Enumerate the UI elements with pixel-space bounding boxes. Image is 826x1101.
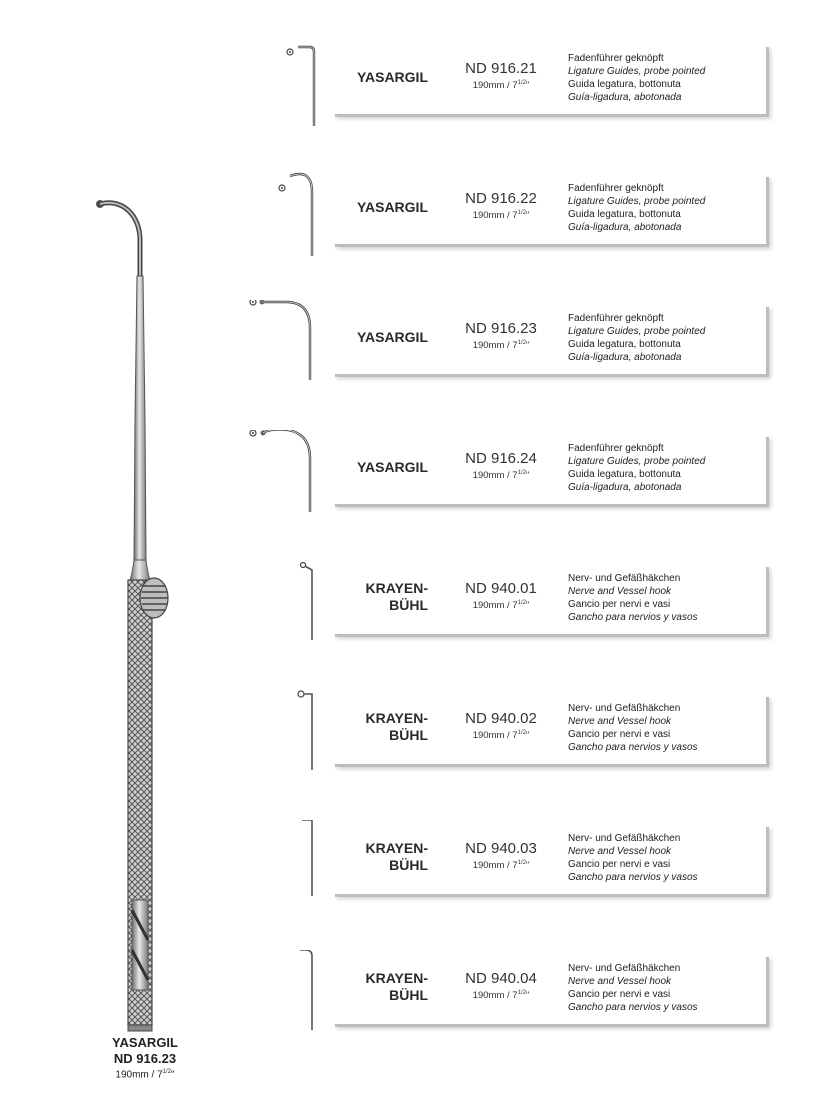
desc-english: Nerve and Vessel hook bbox=[568, 976, 672, 987]
desc-italian: Guida legatura, bottonuta bbox=[568, 469, 681, 480]
product-code: ND 940.04 bbox=[465, 970, 537, 987]
product-card bbox=[332, 694, 766, 764]
tip-illustration bbox=[240, 40, 330, 126]
desc-german: Nerv- und Gefäßhäkchen bbox=[568, 963, 681, 974]
desc-english: Nerve and Vessel hook bbox=[568, 846, 672, 857]
product-code-block bbox=[456, 320, 546, 351]
product-description bbox=[568, 182, 705, 234]
desc-spanish: Gancho para nervios y vasos bbox=[568, 742, 698, 753]
desc-english: Ligature Guides, probe pointed bbox=[568, 326, 706, 337]
desc-english: Ligature Guides, probe pointed bbox=[568, 196, 706, 207]
desc-german: Fadenführer geknöpft bbox=[568, 53, 664, 64]
product-row bbox=[240, 40, 800, 118]
desc-italian: Guida legatura, bottonuta bbox=[568, 209, 681, 220]
desc-english: Nerve and Vessel hook bbox=[568, 586, 672, 597]
caption-brand: YASARGIL bbox=[112, 1035, 178, 1050]
product-description bbox=[568, 702, 698, 754]
product-card bbox=[332, 954, 766, 1024]
product-brand: KRAYEN- BÜHL bbox=[365, 580, 428, 613]
product-size: $190mm / 7^{1/2}$" bbox=[472, 470, 530, 482]
desc-spanish: Guía-ligadura, abotonada bbox=[568, 482, 682, 493]
product-description bbox=[568, 312, 705, 364]
tip-illustration bbox=[240, 690, 330, 776]
desc-spanish: Guía-ligadura, abotonada bbox=[568, 352, 682, 363]
tip-illustration bbox=[240, 950, 330, 1036]
product-description bbox=[568, 572, 698, 624]
product-brand: KRAYEN- BÜHL bbox=[365, 710, 428, 743]
product-code-block bbox=[456, 60, 546, 91]
product-description bbox=[568, 442, 705, 494]
product-row bbox=[240, 300, 800, 378]
product-size: $190mm / 7^{1/2}$" bbox=[472, 730, 530, 742]
product-code: ND 916.23 bbox=[465, 320, 537, 337]
desc-german: Fadenführer geknöpft bbox=[568, 443, 664, 454]
product-row bbox=[240, 820, 800, 898]
product-card bbox=[332, 44, 766, 114]
product-size: $190mm / 7^{1/2}$" bbox=[472, 340, 530, 352]
tip-illustration bbox=[240, 170, 330, 256]
product-card bbox=[332, 304, 766, 374]
product-row bbox=[240, 560, 800, 638]
desc-english: Ligature Guides, probe pointed bbox=[568, 66, 706, 77]
product-card bbox=[332, 434, 766, 504]
desc-english: Nerve and Vessel hook bbox=[568, 716, 672, 727]
product-row bbox=[240, 170, 800, 248]
desc-italian: Gancio per nervi e vasi bbox=[568, 599, 671, 610]
tip-illustration bbox=[240, 560, 330, 646]
product-code-block bbox=[456, 450, 546, 481]
product-brand: YASARGIL bbox=[356, 69, 428, 85]
caption-code: ND 916.23 bbox=[113, 1051, 177, 1066]
desc-german: Nerv- und Gefäßhäkchen bbox=[568, 703, 681, 714]
desc-german: Nerv- und Gefäßhäkchen bbox=[568, 833, 681, 844]
product-size: $190mm / 7^{1/2}$" bbox=[472, 600, 530, 612]
product-row bbox=[240, 430, 800, 508]
desc-spanish: Gancho para nervios y vasos bbox=[568, 1002, 698, 1013]
product-code-block bbox=[456, 970, 546, 1001]
product-card bbox=[332, 564, 766, 634]
product-size: $190mm / 7^{1/2}$" bbox=[472, 210, 530, 222]
caption-size: $190mm / 7^{1/2}$" bbox=[115, 1069, 175, 1081]
desc-english: Ligature Guides, probe pointed bbox=[568, 456, 706, 467]
product-code: ND 916.21 bbox=[465, 60, 537, 77]
product-size: $190mm / 7^{1/2}$" bbox=[472, 990, 530, 1002]
product-card bbox=[332, 824, 766, 894]
desc-spanish: Guía-ligadura, abotonada bbox=[568, 222, 682, 233]
product-code: ND 916.24 bbox=[465, 450, 537, 467]
product-description bbox=[568, 962, 698, 1014]
desc-italian: Guida legatura, bottonuta bbox=[568, 79, 681, 90]
product-brand: YASARGIL bbox=[356, 459, 428, 475]
product-brand: KRAYEN- BÜHL bbox=[365, 970, 428, 1003]
main-instrument-caption bbox=[60, 1035, 230, 1080]
desc-german: Fadenführer geknöpft bbox=[568, 313, 664, 324]
product-description bbox=[568, 52, 705, 104]
product-code-block bbox=[456, 710, 546, 741]
tip-illustration bbox=[240, 300, 330, 386]
product-code-block bbox=[456, 840, 546, 871]
product-card bbox=[332, 174, 766, 244]
product-size: $190mm / 7^{1/2}$" bbox=[472, 80, 530, 92]
product-row bbox=[240, 690, 800, 768]
desc-spanish: Gancho para nervios y vasos bbox=[568, 872, 698, 883]
instrument-illustration bbox=[60, 180, 210, 1050]
product-code: ND 940.02 bbox=[465, 710, 537, 727]
desc-italian: Guida legatura, bottonuta bbox=[568, 339, 681, 350]
product-code: ND 940.03 bbox=[465, 840, 537, 857]
product-size: $190mm / 7^{1/2}$" bbox=[472, 860, 530, 872]
product-code-block bbox=[456, 190, 546, 221]
product-code-block bbox=[456, 580, 546, 611]
desc-italian: Gancio per nervi e vasi bbox=[568, 859, 671, 870]
product-brand: KRAYEN- BÜHL bbox=[365, 840, 428, 873]
product-brand: YASARGIL bbox=[356, 199, 428, 215]
product-code: ND 940.01 bbox=[465, 580, 537, 597]
desc-german: Nerv- und Gefäßhäkchen bbox=[568, 573, 681, 584]
desc-spanish: Gancho para nervios y vasos bbox=[568, 612, 698, 623]
desc-italian: Gancio per nervi e vasi bbox=[568, 989, 671, 1000]
product-row bbox=[240, 950, 800, 1028]
tip-illustration bbox=[240, 820, 330, 906]
product-code: ND 916.22 bbox=[465, 190, 537, 207]
product-brand: YASARGIL bbox=[356, 329, 428, 345]
desc-spanish: Guía-ligadura, abotonada bbox=[568, 92, 682, 103]
desc-german: Fadenführer geknöpft bbox=[568, 183, 664, 194]
tip-illustration bbox=[240, 430, 330, 516]
desc-italian: Gancio per nervi e vasi bbox=[568, 729, 671, 740]
product-description bbox=[568, 832, 698, 884]
